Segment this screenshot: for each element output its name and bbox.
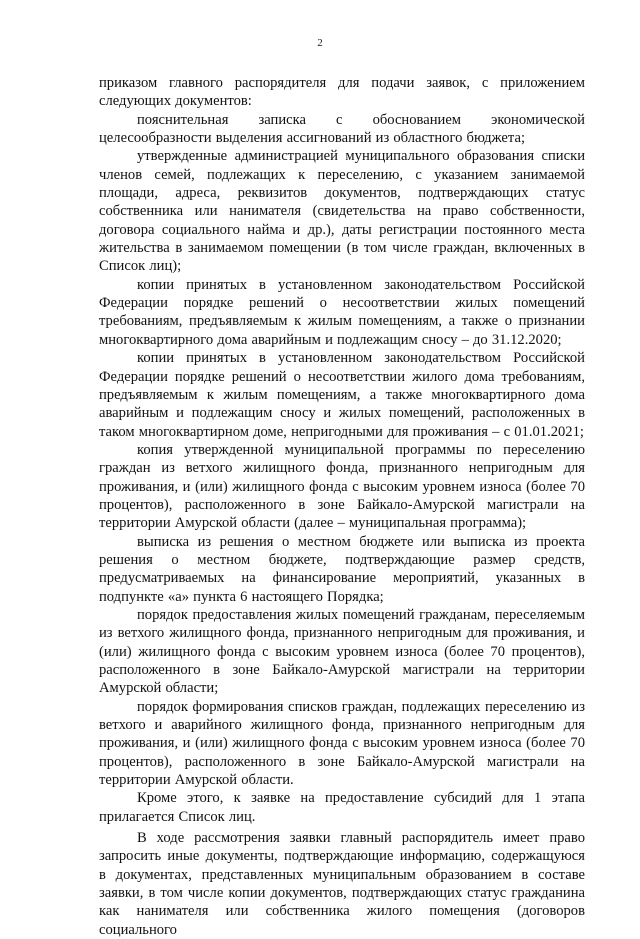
paragraph: приказом главного распорядителя для подачи заявок, с приложением следующих документов: (99, 75, 585, 110)
page-number: 2 (317, 37, 323, 49)
paragraph: копии принятых в установленном законодательством Российской Федерации порядке решений о несоответствии жилого дома требованиям, предъявляемым к жилым помещениям, а также многоквартирного дома аварийным и подлежащим сносу и жилых помещений, расположенных в таком многоквартирном доме, непригодными для проживания – с 01.01.2021; (99, 350, 585, 440)
paragraph: копия утвержденной муниципальной программы по переселению граждан из ветхого жилищного фонда, признанного непригодным для проживания, и (или) жилищного фонда с высоким уровнем износа (более 70 процентов), расположенного в зоне Байкало-Амурской магистрали на территории Амурской области (далее – муниципальная программа); (99, 441, 585, 532)
paragraph: утвержденные администрацией муниципального образования списки членов семей, подлежащих к переселению, с указанием занимаемой площади, адреса, реквизитов документов, подтверждающих статус собственника или нанимателя (свидетельства на право собственности, договора социального найма и др.), даты регистрации постоянного места жительства в занимаемом помещении (в том числе граждан, включенных в Список лиц); (99, 148, 585, 275)
paragraph: порядок предоставления жилых помещений гражданам, переселяемым из ветхого жилищного фонда, признанного непригодным для проживания, и (или) жилищного фонда с высоким уровнем износа (более 70 процентов), расположенного в зоне Байкало-Амурской магистрали на территории Амурской области; (99, 606, 585, 697)
paragraph: пояснительная записка с обоснованием экономической целесообразности выделения ассигнований из областного бюджета; (99, 111, 585, 147)
paragraph: выписка из решения о местном бюджете или выписка из проекта решения о местном бюджете, подтверждающие размер средств, предусматриваемых на финансирование мероприятий, указанных в подпункте «а» пункта 6 настоящего Порядка; (99, 533, 585, 605)
paragraph: Кроме этого, к заявке на предоставление субсидий для 1 этапа прилагается Список лиц. (99, 790, 585, 825)
paragraph: В ходе рассмотрения заявки главный распорядитель имеет право запросить иные документы, подтверждающие информацию, содержащуюся в документах, представленных муниципальным образованием в составе заявки, в том числе копии документов, подтверждающих статус гражданина как нанимателя или собственника жилого помещения (договоров социального (99, 830, 585, 938)
paragraph: копии принятых в установленном законодательством Российской Федерации порядке решений о несоответствии жилых помещений требованиям, предъявляемым к жилым помещениям, а также о признании многоквартирного дома аварийным и подлежащим сносу – до 31.12.2020; (99, 276, 585, 348)
document-body (99, 74, 585, 939)
paragraph: порядок формирования списков граждан, подлежащих переселению из ветхого и аварийного жилищного фонда, признанного непригодным для проживания, и (или) жилищного фонда с высоким уровнем износа (более 70 процентов), расположенного в зоне Байкало-Амурской магистрали на территории Амурской области. (99, 698, 585, 789)
